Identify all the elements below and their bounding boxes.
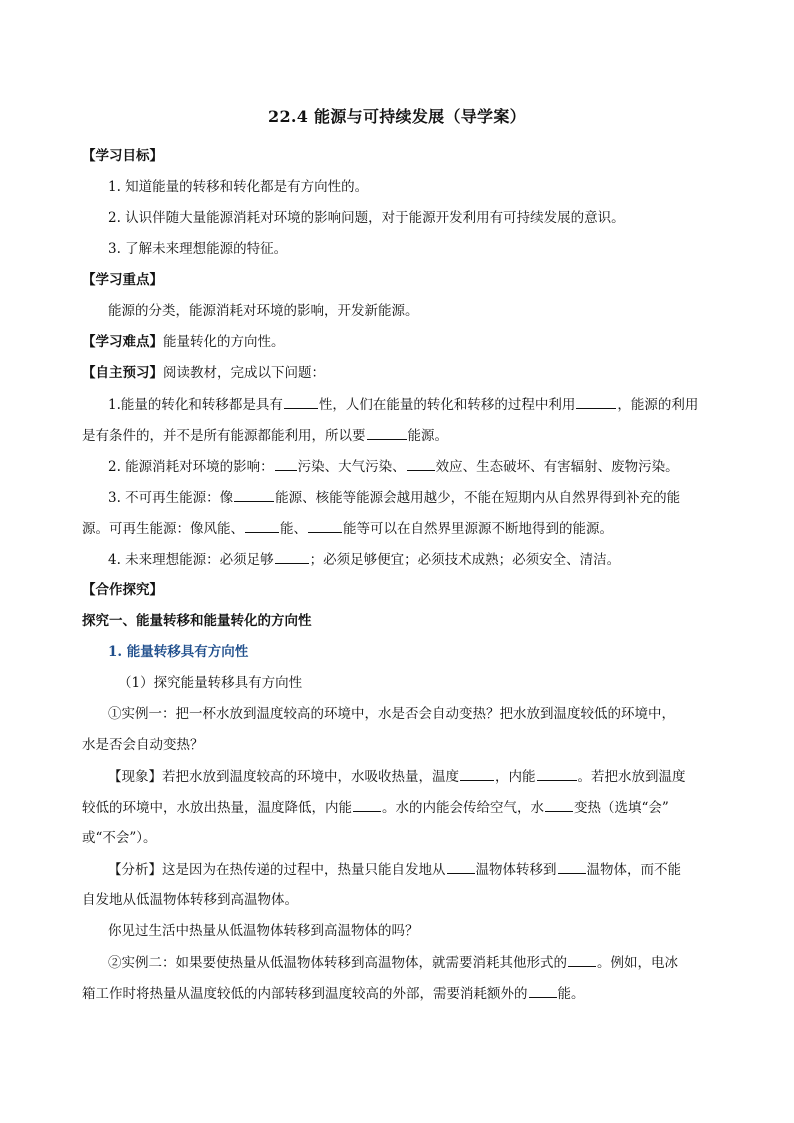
analysis-text-a: 这是因为在热传递的过程中，热量只能自发地从 <box>162 862 446 878</box>
preview-q1-line2 <box>82 425 722 446</box>
q1-text-e: 能源。 <box>407 428 448 444</box>
q4-blank-1[interactable] <box>275 549 309 564</box>
ex2-blank-2[interactable] <box>529 983 557 998</box>
q1-text-c: ，能源的利用 <box>617 397 699 413</box>
analysis-blank-1[interactable] <box>447 859 475 874</box>
q1-text-d: 是有条件的，并不是所有能源都能利用，所以要 <box>82 428 366 444</box>
phenomenon-line2 <box>82 797 722 818</box>
question-line: 你见过生活中热量从低温物体转移到高温物体的吗？ <box>108 923 419 939</box>
analysis-blank-2[interactable] <box>558 859 586 874</box>
analysis-label: 【分析】 <box>108 862 162 878</box>
goal-item-2: 2. 认识伴随大量能源消耗对环境的影响问题，对于能源开发利用有可持续发展的意识。 <box>108 210 625 226</box>
preview-q1-line1 <box>108 394 748 415</box>
difficulty-text: 能量转化的方向性。 <box>163 334 285 350</box>
sub1-item: （1）探究能量转移具有方向性 <box>118 675 303 691</box>
phenomenon-text-a: 若把水放到温度较高的环境中，水吸收热量，温度 <box>162 769 459 785</box>
q2-blank-2[interactable] <box>407 456 435 471</box>
phenomenon-label: 【现象】 <box>108 769 162 785</box>
phenomenon-line3: 或“不会”）。 <box>82 830 157 846</box>
preview-q2 <box>108 456 748 477</box>
difficulty-line <box>82 332 722 352</box>
example2-line2 <box>82 983 722 1004</box>
goal-item-1: 1. 知道能量的转移和转化都是有方向性的。 <box>108 179 369 195</box>
q1-blank-1[interactable] <box>284 394 318 409</box>
q2-text-c: 效应、生态破坏、有害辐射、废物污染。 <box>435 459 679 475</box>
preview-line <box>82 363 722 383</box>
q4-text-b: ；必须足够便宜；必须技术成熟；必须安全、清洁。 <box>309 552 621 568</box>
q3-blank-1[interactable] <box>234 487 274 502</box>
phenomenon-text-e: 。水的内能会传给空气，水 <box>382 800 544 816</box>
ex2-blank-1[interactable] <box>568 952 596 967</box>
q3-text-a: 3. 不可再生能源：像 <box>108 490 234 506</box>
q1-text-a: 1.能量的转化和转移都是具有 <box>108 397 283 413</box>
q2-text-a: 2. 能源消耗对环境的影响： <box>108 459 274 475</box>
goals-heading: 【学习目标】 <box>82 148 163 164</box>
example1-line2: 水是否会自动变热？ <box>82 737 204 753</box>
phenomenon-blank-4[interactable] <box>545 797 573 812</box>
phenomenon-blank-2[interactable] <box>537 766 577 781</box>
q2-blank-1[interactable] <box>275 456 297 471</box>
analysis-text-c: 温物体，而不能 <box>586 862 681 878</box>
preview-q3-line2 <box>82 518 722 539</box>
coop-heading: 【合作探究】 <box>82 582 163 598</box>
q3-blank-3[interactable] <box>308 518 342 533</box>
q1-text-b: 性，人们在能量的转化和转移的过程中利用 <box>318 397 576 413</box>
example1-line1: ①实例一：把一杯水放到温度较高的环境中，水是否会自动变热？把水放到温度较低的环境中， <box>108 706 675 722</box>
q3-text-d: 能、 <box>280 521 307 537</box>
q1-blank-2[interactable] <box>576 394 616 409</box>
key-text: 能源的分类，能源消耗对环境的影响，开发新能源。 <box>108 303 419 319</box>
q3-blank-2[interactable] <box>245 518 279 533</box>
preview-heading: 【自主预习】 <box>82 365 163 381</box>
q1-blank-3[interactable] <box>367 425 407 440</box>
preview-q3-line1 <box>108 487 748 508</box>
analysis-text-b: 温物体转移到 <box>475 862 557 878</box>
ex2-text-d: 能。 <box>557 986 585 1002</box>
phenomenon-text-b: ，内能 <box>495 769 536 785</box>
analysis-line1 <box>108 859 748 880</box>
ex2-text-a: ②实例二：如果要使热量从低温物体转移到高温物体，就需要消耗其他形式的 <box>108 955 567 971</box>
difficulty-heading: 【学习难点】 <box>82 334 163 350</box>
sub1-heading: 1. 能量转移具有方向性 <box>108 644 249 660</box>
q2-text-b: 污染、大气污染、 <box>297 459 406 475</box>
phenomenon-text-d: 较低的环境中，水放出热量，温度降低，内能 <box>82 800 352 816</box>
ex2-text-b: 。例如，电冰 <box>597 955 678 971</box>
key-heading: 【学习重点】 <box>82 272 163 288</box>
q3-text-e: 能等可以在自然界里源源不断地得到的能源。 <box>343 521 613 537</box>
explore1-heading: 探究一、能量转移和能量转化的方向性 <box>82 613 312 629</box>
goal-item-3: 3. 了解未来理想能源的特征。 <box>108 241 288 257</box>
phenomenon-blank-1[interactable] <box>460 766 494 781</box>
q3-text-c: 源。可再生能源：像风能、 <box>82 521 244 537</box>
preview-q4 <box>108 549 748 570</box>
phenomenon-blank-3[interactable] <box>353 797 381 812</box>
phenomenon-line1 <box>108 766 748 787</box>
phenomenon-text-c: 。若把水放到温度 <box>577 769 686 785</box>
analysis-line2: 自发地从低温物体转移到高温物体。 <box>82 892 298 908</box>
ex2-text-c: 箱工作时将热量从温度较低的内部转移到温度较高的外部，需要消耗额外的 <box>82 986 528 1002</box>
q4-text-a: 4. 未来理想能源：必须足够 <box>108 552 274 568</box>
q3-text-b: 能源、核能等能源会越用越少，不能在短期内从自然界得到补充的能 <box>275 490 681 506</box>
example2-line1 <box>108 952 748 973</box>
phenomenon-text-f: 变热（选填“会” <box>574 800 669 816</box>
preview-intro: 阅读教材，完成以下问题： <box>163 365 325 381</box>
page-title: 22.4 能源与可持续发展（导学案） <box>268 107 526 126</box>
